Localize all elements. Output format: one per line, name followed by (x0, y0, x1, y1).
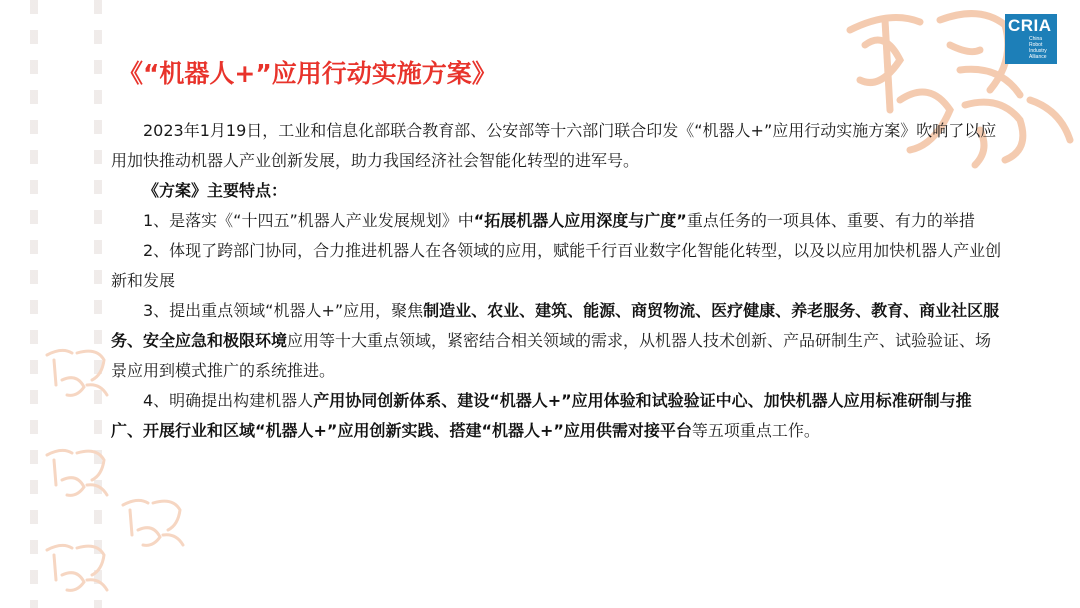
calligraphy-watermark (42, 540, 112, 595)
calligraphy-watermark (118, 495, 188, 550)
point-paragraph (111, 206, 1003, 236)
decoration-dashes (30, 0, 38, 608)
body-text (111, 116, 1003, 446)
point-text: 应用等十大重点领域，紧密结合相关领域的需求，从机器人技术创新、产品研制生产、试验验证、场景应用到模式推广的系统推进。 (111, 331, 992, 380)
point-paragraph (111, 296, 1003, 386)
intro-paragraph: 2023年1月19日，工业和信息化部联合教育部、公安部等十六部门联合印发《“机器人+”应用行动实施方案》吹响了以应用加快推动机器人产业创新发展，助力我国经济社会智能化转型的进军号。 (111, 121, 997, 170)
point-text: 4、明确提出构建机器人 (143, 391, 314, 410)
logo-line: China (1029, 36, 1043, 42)
calligraphy-watermark (42, 345, 112, 400)
logo-line: Alliance (1029, 54, 1047, 60)
logo-line: Robot (1029, 42, 1043, 48)
point-emphasis: “拓展机器人应用深度与广度” (473, 211, 687, 230)
point-emphasis: 制造业、农业、建筑、能源、商贸物流、医疗健康、养老服务、教育、商业社区服务、安全应急和极限环境 (111, 301, 1000, 350)
features-heading-text: 《方案》主要特点： (143, 181, 288, 200)
logo-main-text: CRIA (1008, 16, 1052, 35)
page-title: 《“机器人+”应用行动实施方案》 (118, 59, 497, 88)
point-text: 3、提出重点领域“机器人+”应用，聚焦 (143, 301, 424, 320)
logo-line: Industry (1029, 48, 1047, 54)
point-paragraph (111, 236, 1003, 296)
point-text: 1、是落实《“十四五”机器人产业发展规划》中 (143, 211, 474, 230)
cria-logo (1005, 14, 1057, 64)
point-paragraph (111, 386, 1003, 446)
point-text: 重点任务的一项具体、重要、有力的举措 (686, 211, 975, 230)
point-text: 2、体现了跨部门协同，合力推进机器人在各领域的应用，赋能千行百业数字化智能化转型，以及以应用加快机器人产业创新和发展 (111, 241, 1002, 290)
features-heading (111, 176, 1003, 206)
calligraphy-watermark (42, 445, 112, 500)
decoration-dashes (94, 0, 102, 608)
point-emphasis: 产用协同创新体系、建设“机器人+”应用体验和试验验证中心、加快机器人应用标准研制与推广、开展行业和区域“机器人+”应用创新实践、搭建“机器人+”应用供需对接平台 (111, 391, 972, 440)
logo-subtext (1029, 36, 1047, 60)
point-text: 等五项重点工作。 (691, 421, 820, 440)
